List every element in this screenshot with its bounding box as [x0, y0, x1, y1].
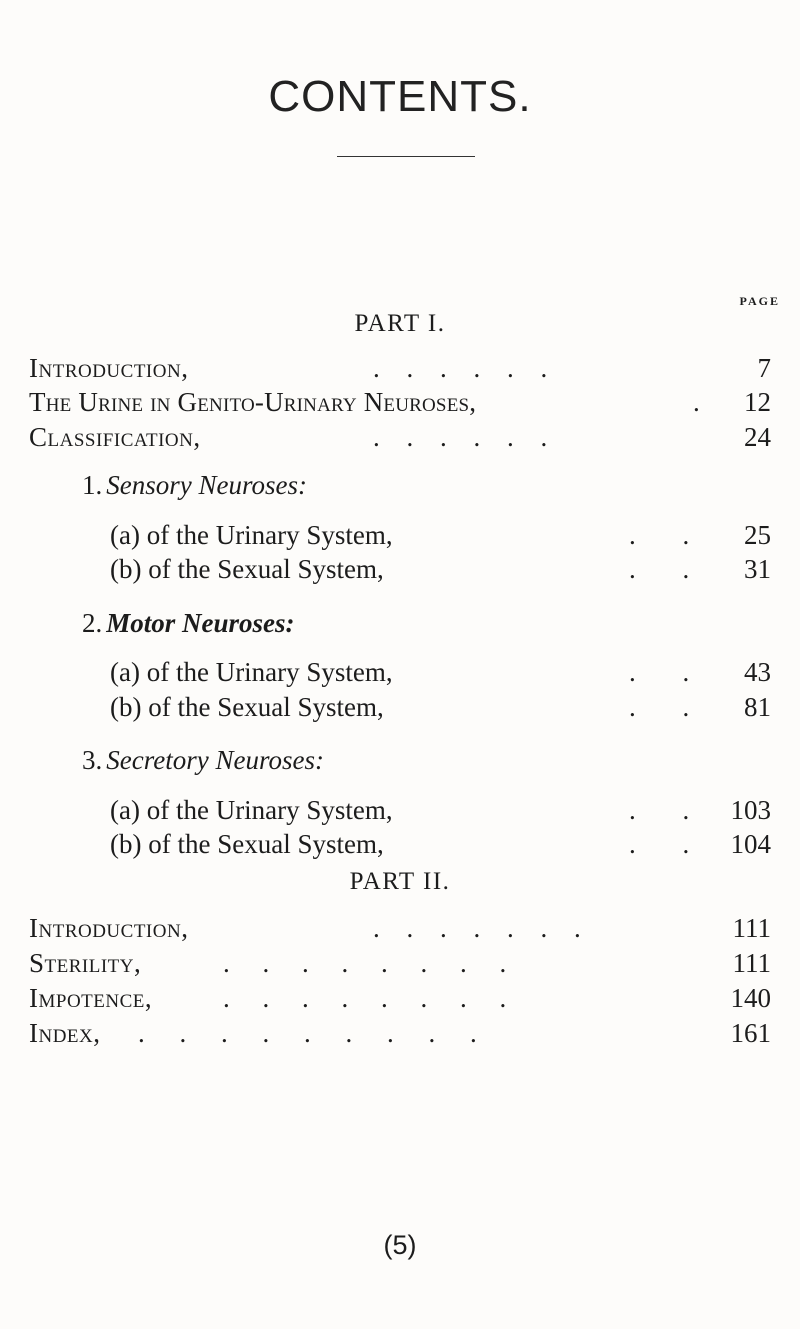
toc-entry-title: Classification,	[29, 422, 201, 452]
toc-entry-title: Introduction,	[29, 913, 189, 943]
toc-leader-dots: . .	[629, 657, 710, 687]
section-heading	[82, 608, 295, 639]
toc-entry[interactable]	[0, 948, 800, 988]
toc-entry-page: 81	[744, 692, 771, 722]
toc-entry-page: 43	[744, 657, 771, 687]
toc-leader-dots: . .	[629, 692, 710, 722]
toc-leader-dots: . .	[629, 520, 710, 550]
toc-leader-dots: . . . . . . . .	[223, 983, 520, 1013]
toc-leader-dots: . . . . . . . . .	[138, 1018, 491, 1048]
toc-leader-dots: . . . . . .	[373, 422, 558, 452]
section-title: Motor Neuroses:	[106, 608, 295, 638]
toc-entry-title: (a) of the Urinary System,	[110, 795, 393, 825]
toc-entry-title: Introduction,	[29, 353, 189, 383]
toc-entry-title: (a) of the Urinary System,	[110, 520, 393, 550]
toc-entry-page: 31	[744, 554, 771, 584]
toc-entry-title: (b) of the Sexual System,	[110, 829, 384, 859]
toc-leader-dots: . .	[629, 829, 710, 859]
section-number: 3.	[82, 745, 103, 775]
toc-leader-dots: . . . . . . .	[373, 913, 591, 943]
toc-entry-page: 24	[744, 422, 771, 452]
part-2-heading: PART II.	[349, 868, 451, 895]
section-number: 2.	[82, 608, 103, 638]
toc-entry[interactable]	[0, 983, 800, 1023]
toc-entry-title: (a) of the Urinary System,	[110, 657, 393, 687]
toc-entry-page: 140	[730, 983, 771, 1013]
toc-entry-page: 25	[744, 520, 771, 550]
toc-entry[interactable]	[0, 387, 800, 427]
toc-entry[interactable]	[0, 1018, 800, 1058]
toc-entry-page: 103	[730, 795, 771, 825]
toc-entry-title: Index,	[29, 1018, 101, 1048]
toc-entry-title: (b) of the Sexual System,	[110, 692, 384, 722]
toc-entry-title: (b) of the Sexual System,	[110, 554, 384, 584]
section-title: Secretory Neuroses:	[106, 745, 324, 775]
toc-entry-title: Sterility,	[29, 948, 142, 978]
toc-entry-page: 111	[732, 913, 771, 943]
toc-leader-dots: . . . . . .	[373, 353, 558, 383]
toc-leader-dots: . .	[629, 795, 710, 825]
toc-entry[interactable]	[0, 913, 800, 953]
toc-entry[interactable]	[0, 422, 800, 462]
toc-entry-page: 104	[730, 829, 771, 859]
part-1-heading: PART I.	[354, 310, 446, 337]
toc-entry-page: 12	[744, 387, 771, 417]
toc-entry-page: 161	[730, 1018, 771, 1048]
section-heading	[82, 470, 307, 501]
toc-leader-dots: .	[693, 387, 700, 417]
toc-entry-title: Impotence,	[29, 983, 153, 1013]
toc-entry[interactable]	[0, 692, 800, 732]
toc-entry-title: The Urine in Genito-Urinary Neuroses,	[29, 387, 477, 417]
toc-entry-page: 7	[757, 353, 771, 383]
page-title: CONTENTS.	[268, 72, 532, 121]
toc-entry[interactable]	[0, 554, 800, 594]
toc-entry[interactable]	[0, 829, 800, 869]
toc-leader-dots: . . . . . . . .	[223, 948, 520, 978]
section-number: 1.	[82, 470, 103, 500]
title-divider	[337, 156, 475, 157]
toc-entry-page: 111	[732, 948, 771, 978]
section-title: Sensory Neuroses:	[106, 470, 307, 500]
toc-entry[interactable]	[0, 657, 800, 697]
toc-leader-dots: . .	[629, 554, 710, 584]
page-column-heading: PAGE	[739, 294, 780, 308]
section-heading	[82, 745, 324, 776]
page-number: (5)	[383, 1230, 417, 1260]
